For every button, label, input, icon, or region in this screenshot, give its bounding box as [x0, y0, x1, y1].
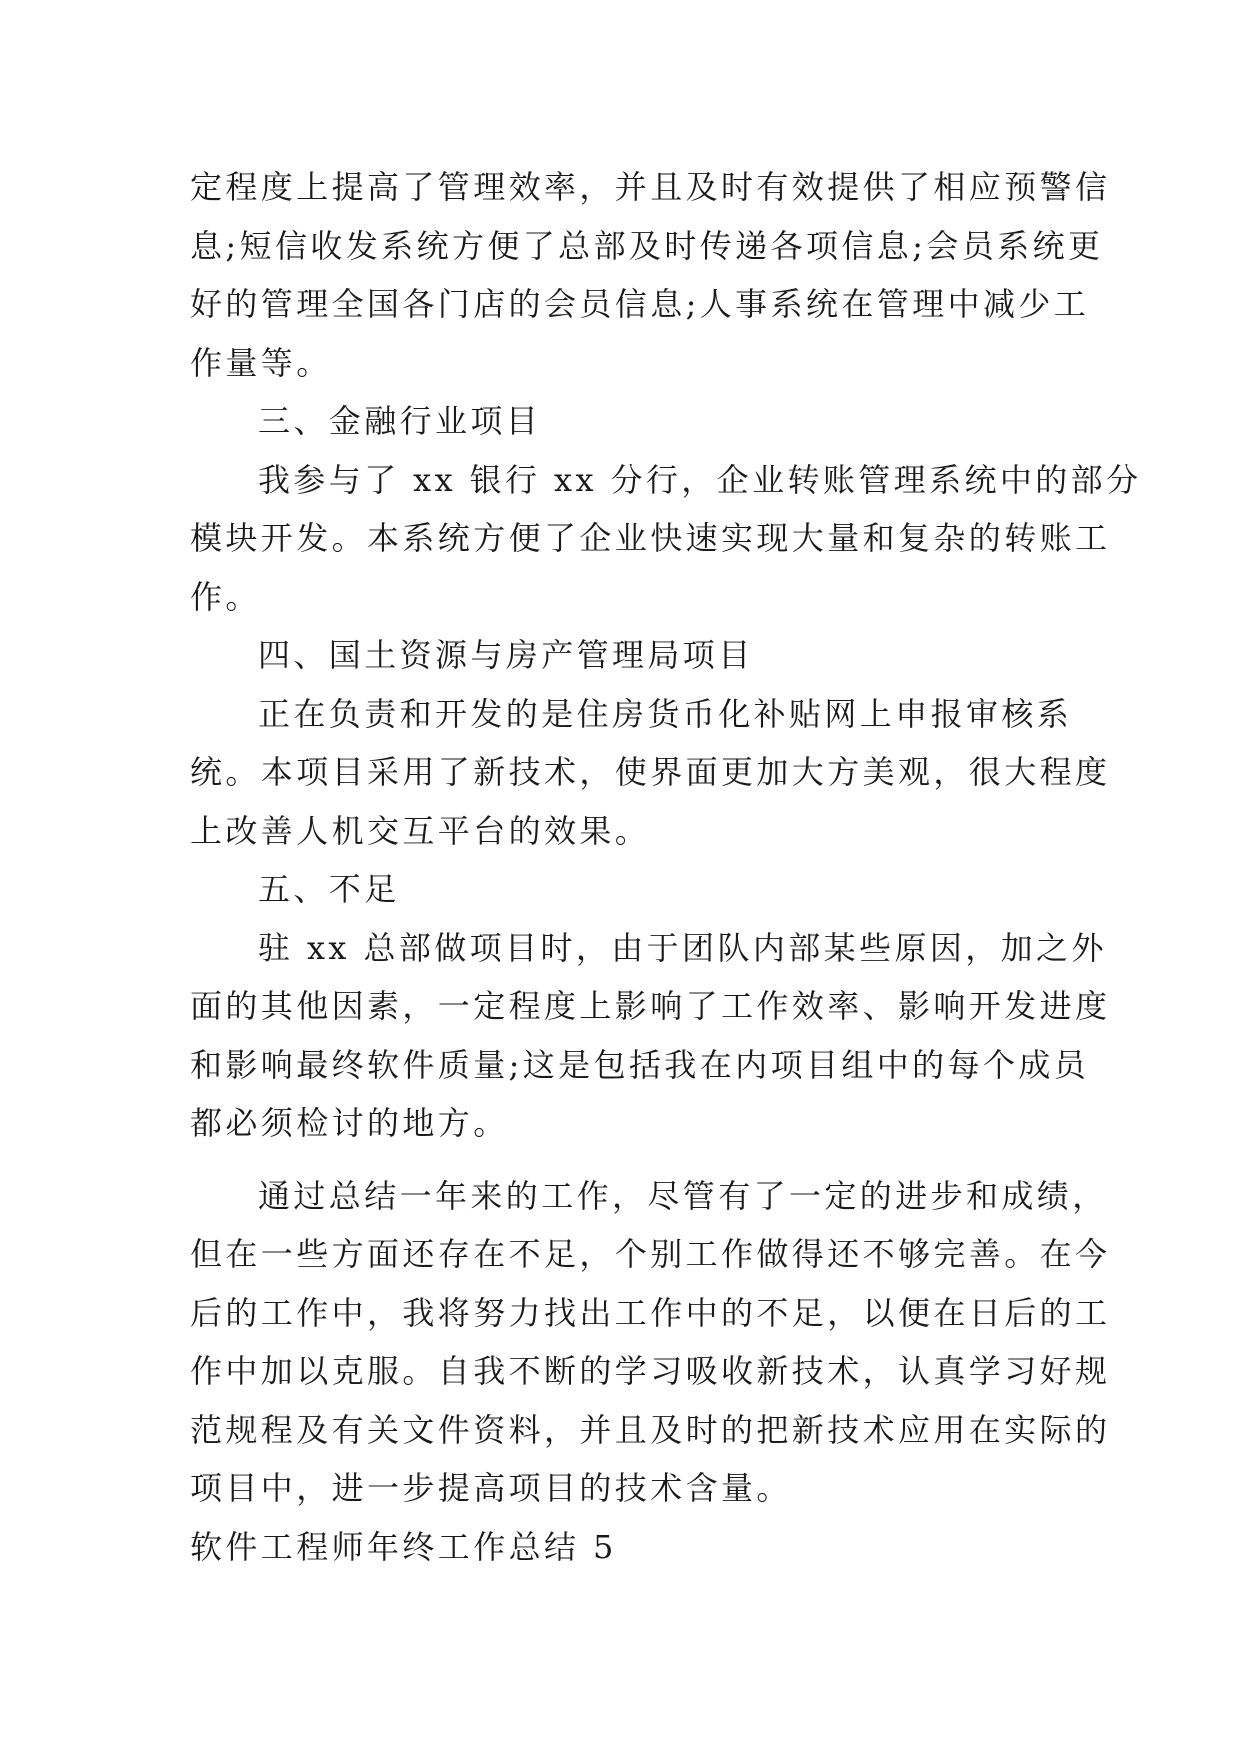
text-line: 统。本项目采用了新技术，使界面更加大方美观，很大程度	[190, 753, 1111, 791]
section-heading-finance	[190, 392, 1060, 451]
paragraph-spacer	[190, 1153, 1060, 1167]
text-line: 驻 xx 总部做项目时，由于团队内部某些原因，加之外	[258, 928, 1107, 967]
section-heading-shortcomings	[190, 860, 1060, 919]
document-body	[190, 158, 1142, 1576]
text-line: 好的管理全国各门店的会员信息;人事系统在管理中减少工	[190, 285, 1090, 323]
text-line: 和影响最终软件质量;这是包括我在内项目组中的每个成员	[190, 1045, 1090, 1084]
paragraph-shortcomings	[190, 919, 1111, 1153]
text-line: 作。	[190, 577, 261, 616]
text-line: 项目中，进一步提高项目的技术含量。	[190, 1469, 792, 1507]
text-line: 我参与了 xx 银行 xx 分行，企业转账管理系统中的部分	[258, 460, 1142, 499]
paragraph-conclusion	[190, 1167, 1111, 1518]
heading-line: 五、不足	[258, 870, 400, 908]
text-line: 但在一些方面还存在不足，个别工作做得还不够完善。在今	[190, 1235, 1111, 1273]
text-line: 模块开发。本系统方便了企业快速实现大量和复杂的转账工	[190, 519, 1111, 557]
text-line: 息;短信收发系统方便了总部及时传递各项信息;会员系统更	[190, 226, 1104, 265]
text-line: 作量等。	[190, 343, 332, 382]
text-line: 范规程及有关文件资料，并且及时的把新技术应用在实际的	[190, 1410, 1111, 1449]
text-line: 正在负责和开发的是住房货币化补贴网上申报审核系	[258, 694, 1073, 733]
paragraph-land-resources	[190, 685, 1111, 861]
text-line: 面的其他因素，一定程度上影响了工作效率、影响开发进度	[190, 987, 1111, 1025]
text-line: 作中加以克服。自我不断的学习吸收新技术，认真学习好规	[190, 1352, 1111, 1390]
text-line: 后的工作中，我将努力找出工作中的不足，以便在日后的工	[190, 1293, 1111, 1332]
text-line: 都必须检讨的地方。	[190, 1104, 509, 1142]
text-line: 定程度上提高了管理效率，并且及时有效提供了相应预警信	[190, 168, 1111, 206]
paragraph-finance	[190, 451, 1142, 627]
heading-line: 三、金融行业项目	[258, 402, 542, 440]
paragraph-management-systems	[190, 158, 1111, 392]
heading-line: 软件工程师年终工作总结 5	[190, 1527, 617, 1566]
text-line: 上改善人机交互平台的效果。	[190, 811, 651, 850]
text-line: 通过总结一年来的工作，尽管有了一定的进步和成绩，	[258, 1176, 1108, 1215]
next-section-title	[190, 1518, 1060, 1577]
heading-line: 四、国土资源与房产管理局项目	[258, 636, 754, 674]
section-heading-land-resources	[190, 626, 1060, 685]
